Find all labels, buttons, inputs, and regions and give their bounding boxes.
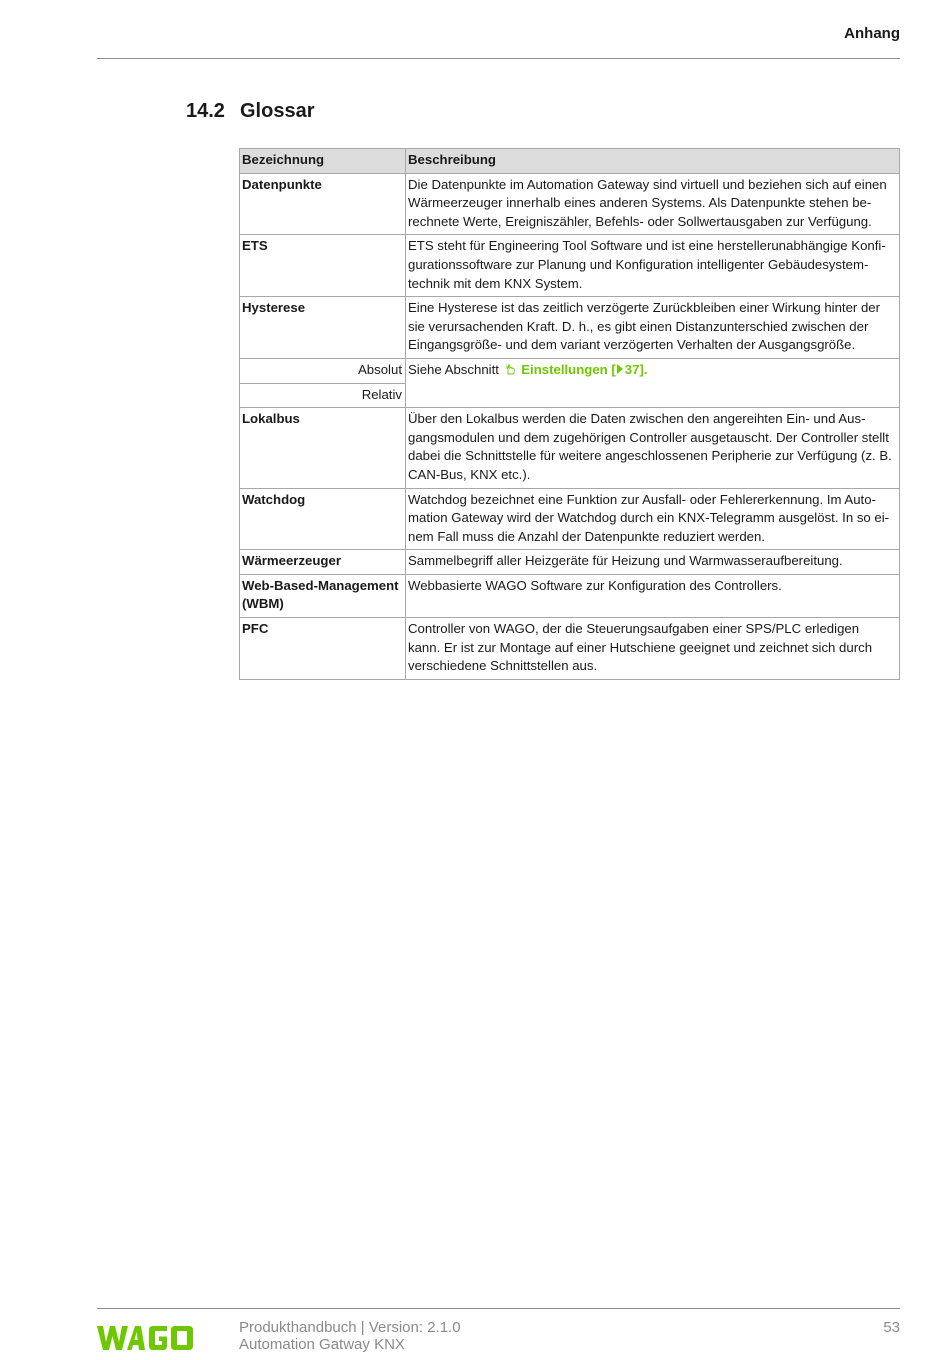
description-line: sie verursachenden Kraft. D. h., es gibt einen Distanzunterschied zwischen der [408, 318, 869, 334]
description-line: Watchdog bezeichnet eine Funktion zur Ausfall- oder Fehlererkennung. Im Auto- [408, 491, 876, 507]
logo-text: WAGO [97, 1353, 101, 1354]
term-cell: Datenpunkte [240, 173, 406, 235]
link-page-number: 37]. [624, 361, 648, 377]
footer-line-product: Automation Gatway KNX [239, 1336, 405, 1353]
wago-logo [97, 1322, 193, 1354]
table-row [240, 297, 900, 359]
page-number: 53 [883, 1319, 900, 1336]
description-line: Sammelbegriff aller Heizgeräte für Heizung und Warmwasseraufbereitung. [408, 553, 843, 569]
see-section-prefix: Siehe Abschnitt [408, 361, 499, 377]
description-line: Controller von WAGO, der die Steuerungsaufgaben einer SPS/PLC erledigen [408, 621, 860, 637]
link-einstellungen[interactable] [521, 362, 647, 377]
table-row [240, 488, 900, 550]
description-line: Wärmeerzeuger innerhalb eines anderen Systems. Als Datenpunkte stehen be- [408, 195, 872, 211]
description-line: CAN-Bus, KNX etc.). [408, 466, 531, 482]
description-cell [406, 235, 900, 297]
term-cell: Wärmeerzeuger [240, 550, 406, 575]
description-line: ETS steht für Engineering Tool Software und ist eine herstellerunabhängige Konfi- [408, 238, 886, 254]
term-cell: Hysterese [240, 297, 406, 359]
term-cell: PFC [240, 618, 406, 680]
footer-document-info [239, 1319, 461, 1353]
description-cell [406, 408, 900, 488]
term-line: Web-Based-Management [242, 577, 399, 593]
subterm-relativ: Relativ [240, 383, 406, 408]
link-text: Einstellungen [ [521, 361, 616, 377]
term-cell [240, 574, 406, 617]
description-cell [406, 618, 900, 680]
description-line: gangsmodulen und dem zugehörigen Controller ausgetauscht. Der Controller stellt [408, 429, 889, 445]
description-line: Über den Lokalbus werden die Daten zwischen den angereihten Ein- und Aus- [408, 411, 866, 427]
description-line: rechnete Werte, Ereigniszähler, Befehls- oder Sollwertausgaben zur Verfügung. [408, 213, 872, 229]
table-row [240, 408, 900, 488]
section-title: Glossar [240, 100, 315, 122]
description-cell [406, 488, 900, 550]
pointing-hand-icon [505, 364, 516, 375]
header-divider [97, 58, 900, 59]
description-line: dabei die Schnittstelle für weitere angeschlossenen Peripherie zur Verfügung (z. B. [408, 448, 892, 464]
table-header-row [240, 149, 900, 174]
term-cell: Watchdog [240, 488, 406, 550]
description-line: Eine Hysterese ist das zeitlich verzögerte Zurückbleiben einer Wirkung hinter der [408, 300, 881, 316]
description-line: technik mit dem KNX System. [408, 275, 583, 291]
description-line: Webbasierte WAGO Software zur Konfiguration des Controllers. [408, 577, 782, 593]
table-row [240, 618, 900, 680]
table-subrow-absolut [240, 358, 900, 383]
term-cell: ETS [240, 235, 406, 297]
page-header-title: Anhang [844, 25, 900, 42]
subterm-absolut: Absolut [240, 358, 406, 383]
description-cell [406, 574, 900, 617]
description-line: kann. Er ist zur Montage auf einer Hutschiene geeignet und zeichnet sich durch [408, 639, 873, 655]
table-row [240, 173, 900, 235]
column-header-term: Bezeichnung [240, 149, 406, 174]
description-line: gurationssoftware zur Planung und Konfiguration intelligenter Gebäudesystem- [408, 256, 869, 272]
section-number: 14.2 [186, 100, 225, 122]
term-cell: Lokalbus [240, 408, 406, 488]
description-line: verschiedene Schnittstellen aus. [408, 658, 598, 674]
column-header-description: Beschreibung [406, 149, 900, 174]
description-cell [406, 550, 900, 575]
page-arrow-icon [617, 364, 623, 374]
table-row [240, 574, 900, 617]
description-line: nem Fall muss die Anzahl der Datenpunkte reduziert werden. [408, 528, 765, 544]
footer-line-manual-version: Produkthandbuch | Version: 2.1.0 [239, 1319, 461, 1336]
description-cell [406, 173, 900, 235]
description-cell [406, 297, 900, 359]
section-heading [186, 100, 314, 123]
footer-divider [97, 1308, 900, 1309]
table-row [240, 235, 900, 297]
table-row [240, 550, 900, 575]
term-line: (WBM) [242, 596, 284, 612]
description-line: mation Gateway wird der Watchdog durch ein KNX-Telegramm ausgelöst. In so ei- [408, 510, 890, 526]
glossary-table [239, 148, 900, 680]
description-line: Eingangsgröße- und dem variant verzögerten Verhalten der Ausgangsgröße. [408, 337, 856, 353]
description-cell-see-section [406, 358, 900, 407]
description-line: Die Datenpunkte im Automation Gateway sind virtuell und beziehen sich auf einen [408, 176, 887, 192]
